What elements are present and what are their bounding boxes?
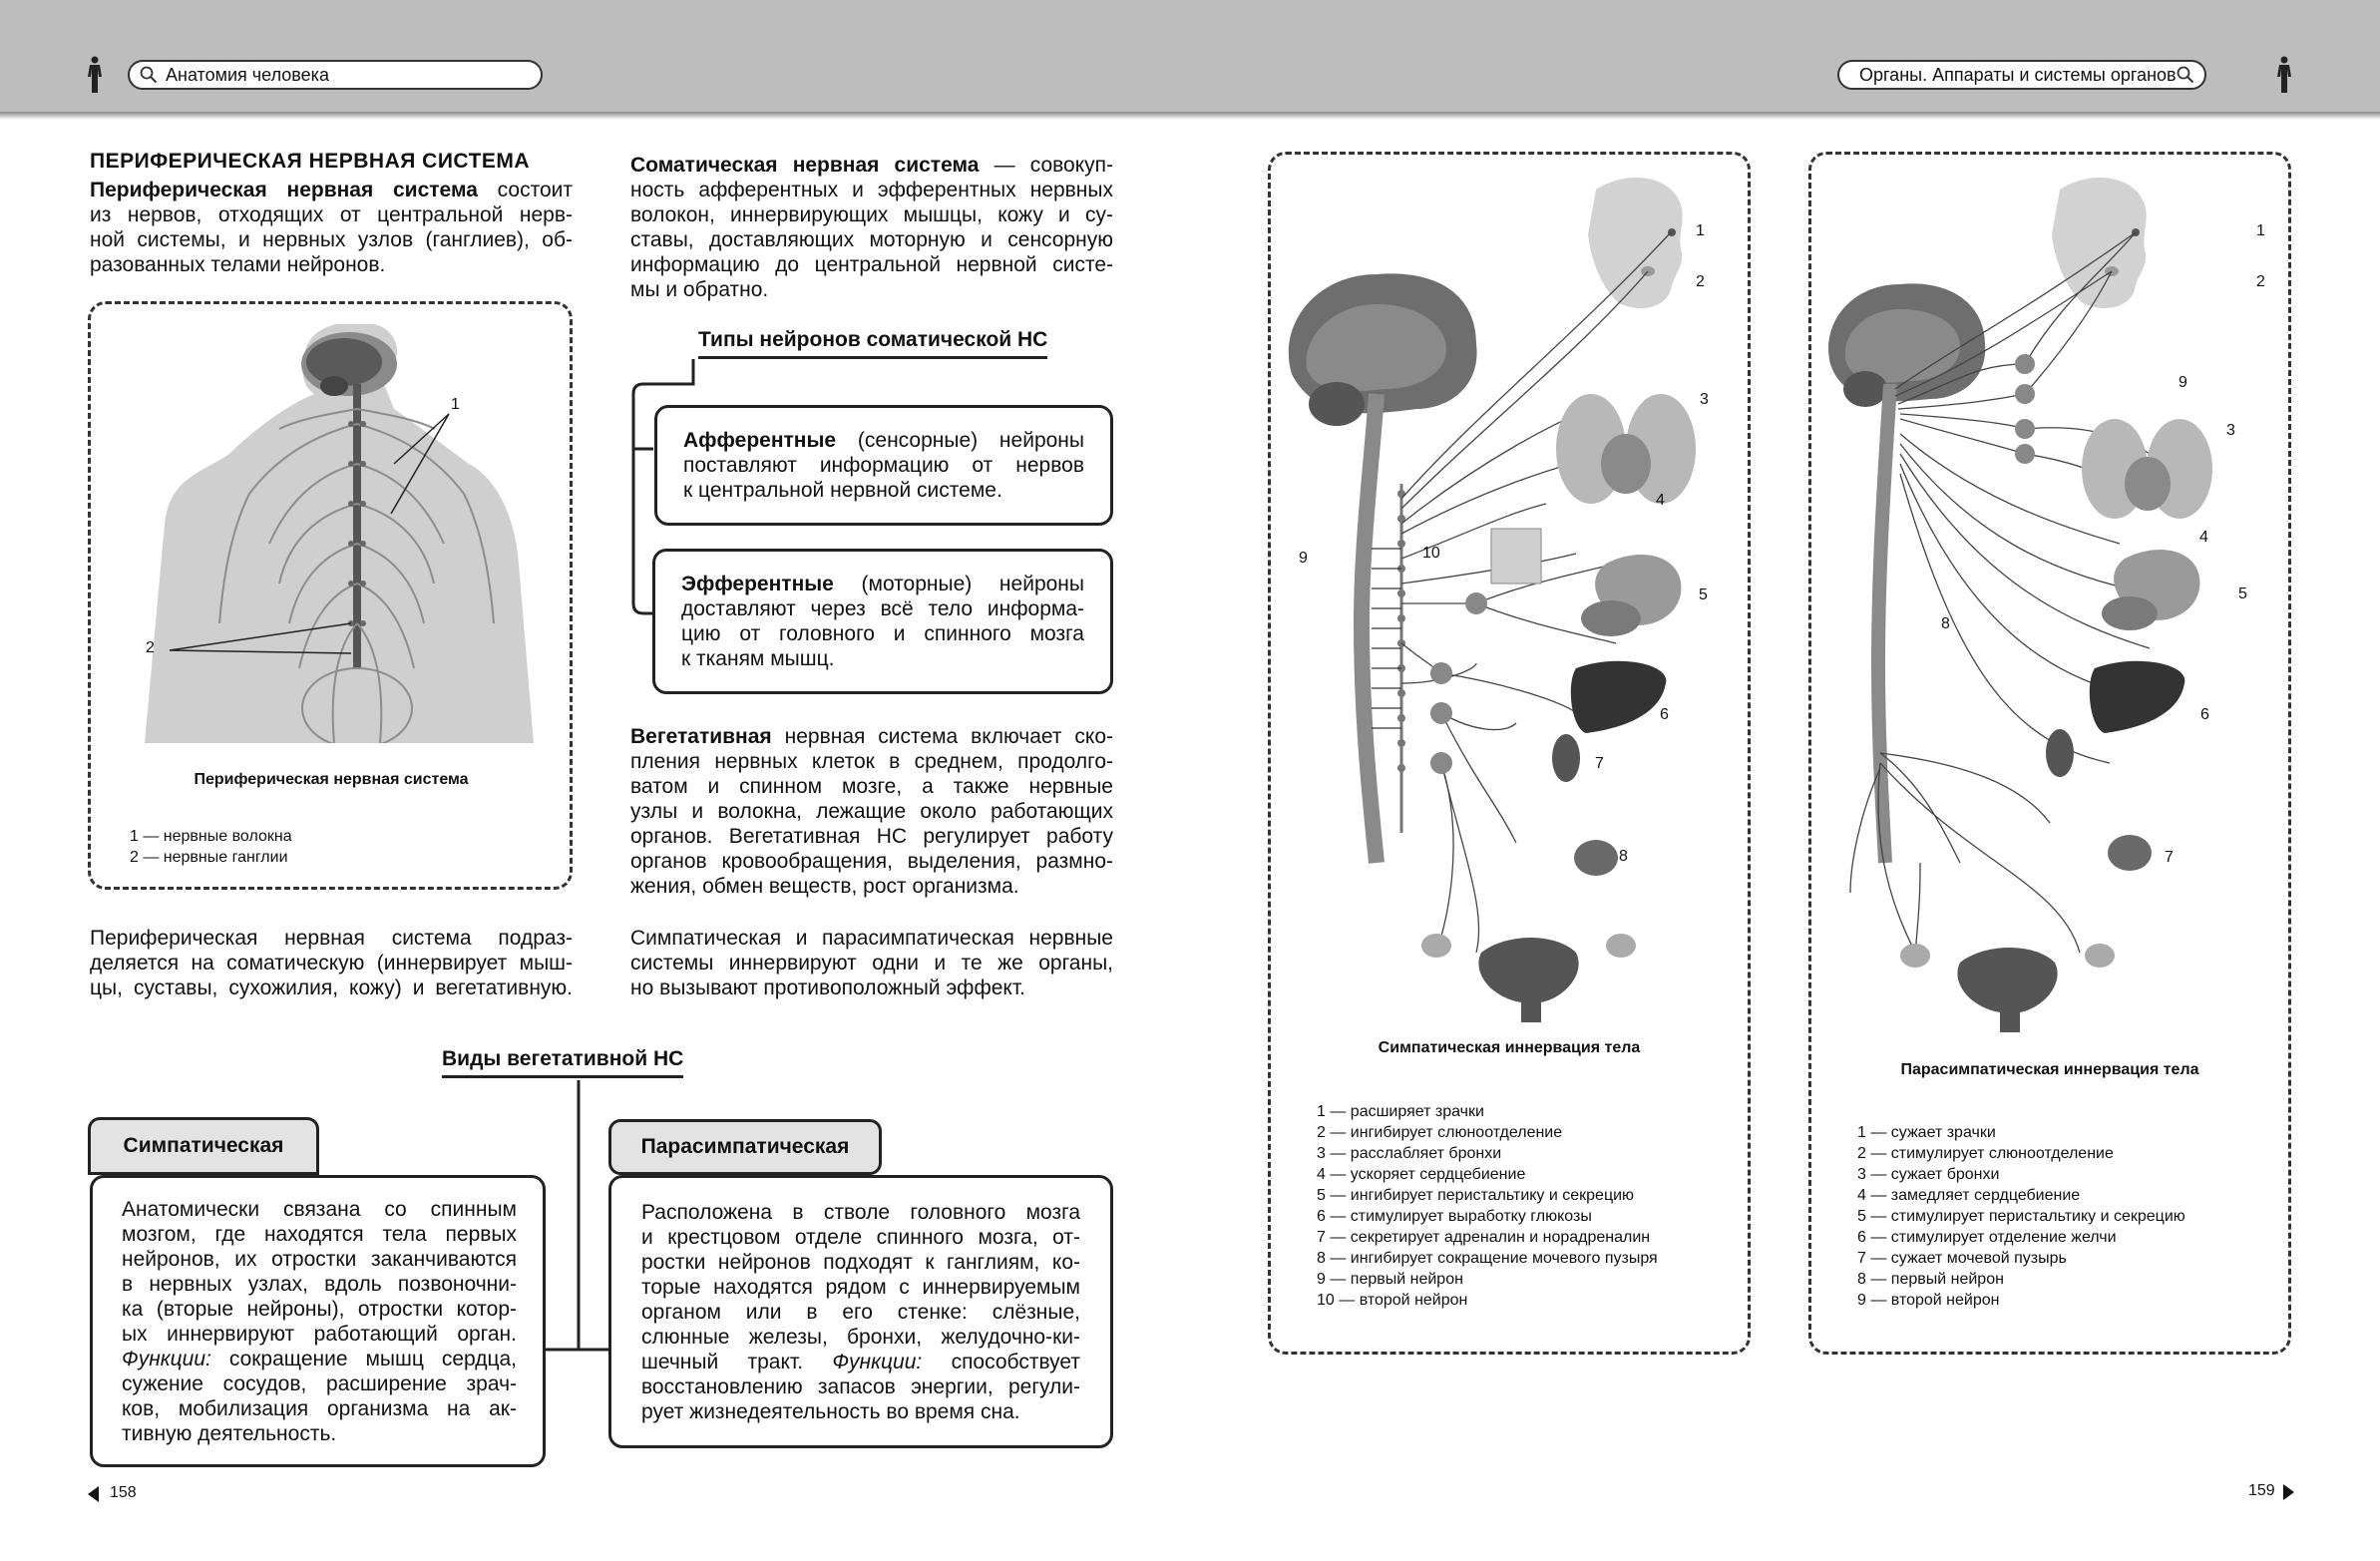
legend-item: 5 — стимулирует перистальтику и секрецию (1857, 1208, 2185, 1225)
division-line: деляется на соматическую (иннервирует мыш- (90, 952, 573, 975)
division-line: цы, суставы, сухожилия, кожу) и вегетативную. (90, 976, 573, 999)
person-icon (2274, 56, 2294, 94)
search-icon (140, 66, 158, 84)
sympathetic-tab: Симпатическая (88, 1117, 319, 1175)
sympathetic-legend (1317, 1101, 1658, 1311)
parasympathetic-tab: Парасимпатическая (608, 1119, 882, 1175)
legend-item: 8 — первый нейрон (1857, 1271, 2004, 1288)
legend-item: 4 — ускоряет сердцебиение (1317, 1166, 1526, 1183)
efferent-text: Эфферентные (моторные) нейроны доставляют через всё тело информа- цию от головного и спинного мозга к тканям мышц. (681, 573, 1084, 670)
legend-item: 7 — сужает мочевой пузырь (1857, 1250, 2067, 1267)
parasympathetic-illustration (1820, 165, 2284, 1042)
intro-line: Периферическая нервная система состоит (90, 179, 573, 201)
symp-label-1: 1 (1696, 222, 1705, 239)
search-icon (2177, 66, 2194, 84)
para-label-5: 5 (2238, 585, 2247, 602)
somatic-line: волокон, иннервирующих мышцы, кожу и су- (630, 203, 1113, 226)
symp-label-5: 5 (1699, 586, 1708, 603)
parasympathetic-legend (1857, 1122, 2185, 1311)
pns-label-2: 2 (146, 639, 155, 656)
sympathetic-illustration (1277, 165, 1746, 1022)
legend-item: 6 — стимулирует выработку глюкозы (1317, 1208, 1592, 1225)
page-number-left: 158 (110, 1484, 137, 1501)
symp-label-2: 2 (1696, 273, 1705, 290)
intro-bold: Периферическая нервная система (90, 179, 478, 201)
veg-types-heading: Виды вегетативной НС (442, 1047, 683, 1078)
symp-label-6: 6 (1660, 706, 1669, 723)
symp-label-9: 9 (1299, 550, 1308, 567)
legend-item: 1 — сужает зрачки (1857, 1124, 1996, 1141)
legend-item: 2 — стимулирует слюноотделение (1857, 1145, 2114, 1162)
veg-types-connector (539, 1080, 618, 1360)
somatic-line: информацию до центральной нервной систе- (630, 253, 1113, 276)
symp-label-7: 7 (1595, 755, 1604, 772)
somatic-line: мы и обратно. (630, 278, 769, 301)
para-label-7: 7 (2165, 849, 2174, 866)
afferent-box (654, 405, 1113, 526)
symp-label-10: 10 (1422, 545, 1440, 562)
page-number-right: 159 (2248, 1482, 2275, 1499)
legend-item: 8 — ингибирует сокращение мочевого пузыря (1317, 1250, 1658, 1267)
pns-caption: Периферическая нервная система (194, 771, 469, 788)
left-search-text: Анатомия человека (166, 65, 329, 85)
pns-label-1: 1 (451, 396, 460, 413)
para-label-3: 3 (2226, 422, 2235, 439)
afferent-text: Афферентные (сенсорные) нейроны поставляют информацию от нервов к центральной нервной системе. (683, 429, 1084, 502)
somatic-paragraph (630, 153, 1113, 302)
para-label-8: 8 (1941, 615, 1950, 632)
legend-item: 3 — сужает бронхи (1857, 1166, 2000, 1183)
page-prev-icon[interactable] (88, 1486, 100, 1502)
legend-item: 2 — нервные ганглии (130, 849, 288, 866)
division-paragraph (90, 926, 573, 1000)
legend-item: 5 — ингибирует перистальтику и секрецию (1317, 1187, 1635, 1204)
legend-item: 1 — нервные волокна (130, 828, 292, 845)
top-bar (0, 0, 2380, 112)
legend-item: 9 — второй нейрон (1857, 1292, 2000, 1309)
legend-item: 7 — секретирует адреналин и норадреналин (1317, 1229, 1651, 1246)
symp-label-3: 3 (1700, 391, 1709, 408)
right-search-text: Органы. Аппараты и системы органов (1859, 65, 2177, 85)
page-next-icon[interactable] (2282, 1484, 2294, 1500)
para-label-9: 9 (2179, 374, 2187, 391)
pns-body-illustration (140, 324, 539, 743)
section-title: ПЕРИФЕРИЧЕСКАЯ НЕРВНАЯ СИСТЕМА (90, 150, 531, 173)
sympathetic-text: Анатомически связана со спинным мозгом, где находятся тела первых нейронов, их отростки заканчиваются в нервных узлах, вдоль позвоночни- ка (вторые нейроны), отростки котор- ых иннервируют работающий орган. Функции: сокращение мышц сердца, сужение сосудов, расширение зрач- ков, мобилизация организма на ак- тивную деятельность. (122, 1198, 517, 1445)
legend-item: 9 — первый нейрон (1317, 1271, 1463, 1288)
sympa-para-paragraph: Симпатическая и парасимпатическая нервные системы иннервируют одни и те же органы, но вызывают противоположный эффект. (630, 927, 1113, 999)
top-bar-shadow (0, 112, 2380, 120)
legend-item: 6 — стимулирует отделение желчи (1857, 1229, 2117, 1246)
person-icon (85, 56, 105, 94)
legend-item: 3 — расслабляет бронхи (1317, 1145, 1502, 1162)
right-search-field[interactable] (1837, 60, 2206, 90)
legend-item: 10 — второй нейрон (1317, 1292, 1468, 1309)
division-line: Периферическая нервная система подраз- (90, 927, 573, 950)
parasympathetic-text: Расположена в стволе головного мозга и крестцовом отделе спинного мозга, от- ростки нейронов подходят к ганглиям, ко- торые находятся рядом с иннервируемым органом или в его стенке: слёзные, слюнные железы, бронхи, желудочно-ки- шечный тракт. Функции: способствует восстановлению запасов энергии, регули- рует жизнедеятельность во время сна. (641, 1201, 1080, 1423)
symp-label-4: 4 (1656, 492, 1665, 509)
para-label-2: 2 (2256, 273, 2265, 290)
sympathetic-caption: Симпатическая иннервация тела (1378, 1039, 1641, 1056)
para-label-6: 6 (2200, 706, 2209, 723)
intro-line: ной системы, и нервных узлов (ганглиев), об- (90, 228, 573, 251)
neuron-types-heading: Типы нейронов соматической НС (698, 328, 1047, 359)
legend-item: 1 — расширяет зрачки (1317, 1103, 1484, 1120)
para-label-1: 1 (2256, 222, 2265, 239)
somatic-line: ность афферентных и эфферентных нервных (630, 179, 1113, 201)
para-label-4: 4 (2199, 529, 2208, 546)
efferent-box (652, 549, 1113, 694)
somatic-line: ставы, доставляющих моторную и сенсорную (630, 228, 1113, 251)
intro-line: из нервов, отходящих от центральной нерв- (90, 203, 573, 226)
intro-line: разованных телами нейронов. (90, 253, 386, 276)
legend-item: 2 — ингибирует слюноотделение (1317, 1124, 1563, 1141)
left-search-field[interactable] (128, 60, 543, 90)
vegetative-paragraph: Вегетативная нервная система включает ско- пления нервных клеток в среднем, продолго- ватом и спинном мозге, а также нервные узлы и волокна, лежащие около работающих органов. Вегетативная НС регулирует работу органов кровообращения, выделения, размно- жения, обмен веществ, рост организма. (630, 725, 1114, 898)
symp-label-8: 8 (1619, 848, 1628, 865)
somatic-line: Соматическая нервная система — совокуп- (630, 154, 1114, 177)
legend-item: 4 — замедляет сердцебиение (1857, 1187, 2081, 1204)
parasympathetic-caption: Парасимпатическая иннервация тела (1900, 1061, 2199, 1078)
pns-legend (130, 826, 292, 868)
intro-paragraph (90, 178, 573, 277)
